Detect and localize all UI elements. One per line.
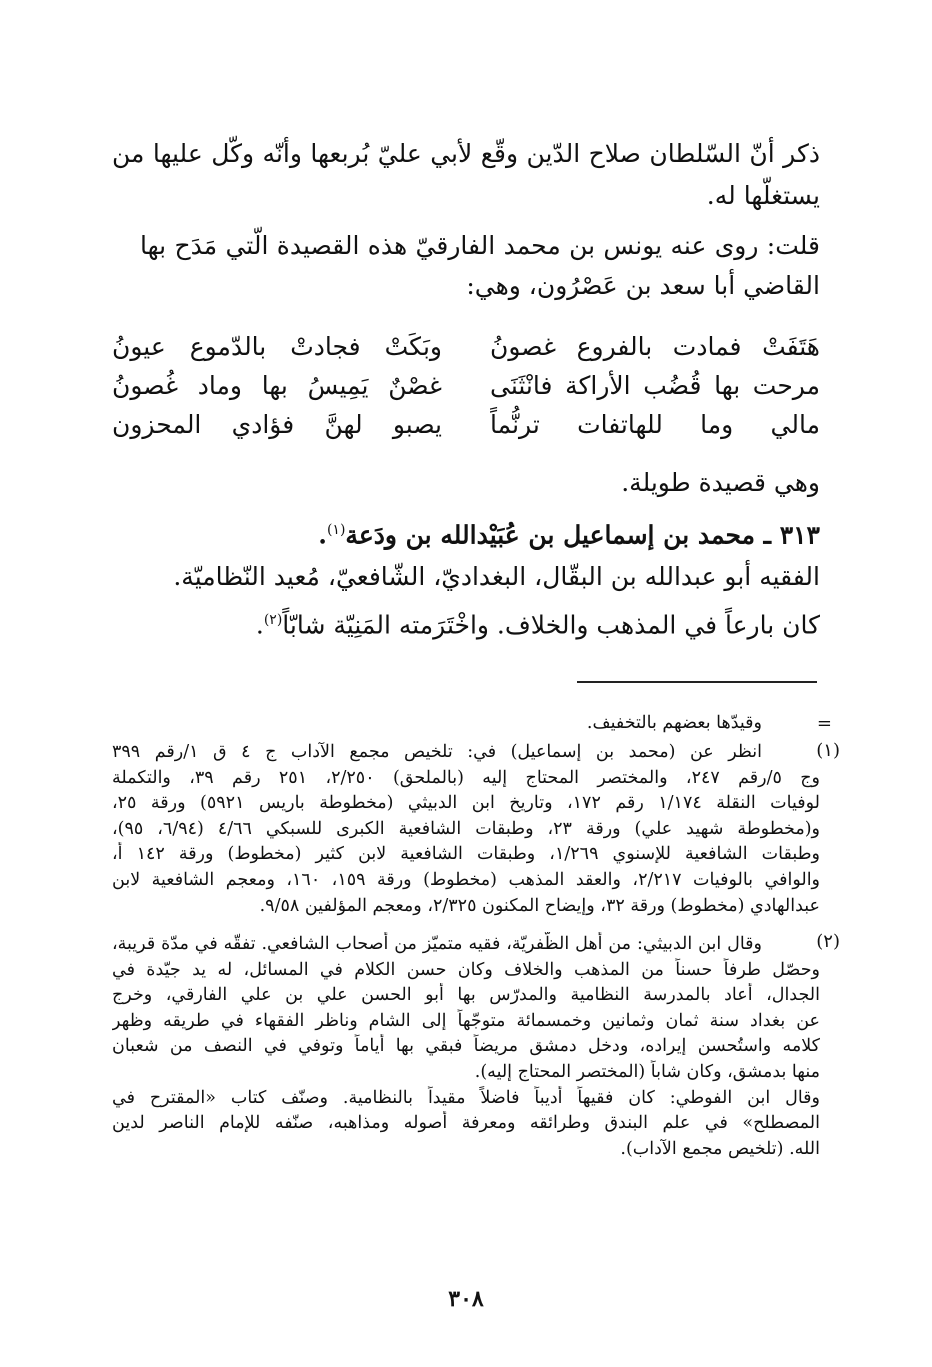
verse-2-first-hemistich: مرحت بها قُضُب الأراكة فانْثَنَى [490,371,820,400]
page-number: ٣٠٨ [448,1286,484,1312]
para1-line1: ذكر أنّ السّلطان صلاح الدّين وقّع لأبي عليّ بُربعها وأنّه وكّل عليها من [112,139,820,168]
entry-line2-end: . [255,610,264,640]
footnote-2-line-6: منها بدمشق، وكان شاباً (المختصر المحتاج إليه). [474,1062,820,1082]
footnote-1-line-2: وج ٥/رقم ٢٤٧، والمختصر المحتاج إليه (بالملحق) ٢/٢٥٠، ٢٥١ رقم ٣٩، والتكملة [112,767,820,788]
footnote-2-line-2: وحصّل طرفاً حسناً من المذهب والخلاف وكان حسن الكلام في المسائل، له يد جيّدة في [112,959,820,980]
footnote-2-line-4: عن بغداد سنة ثمان وثمانين وخمسمائة متوجّهاً إلى الشام وناظر الفقهاء في طريقه وظهر [112,1010,820,1031]
verse-3-second-hemistich: يصبو لهنَّ فؤادي المحزون [112,410,442,439]
footnote-1-line-6: والوافي بالوفيات ٢/٢١٧، والعقد المذهب (مخطوط) ورقة ١٥٩، ١٦٠، ومعجم الشافعية لابن [112,870,820,890]
footnote-2-line-5: كلامه واستُحسن إيراده، ودخل دمشق مريضاً فبقي بها أياماً وتوفي في النصف من شعبان [112,1036,820,1057]
entry-heading-text: ٣١٣ ـ محمد بن إسماعيل بن عُبَيْدالله بن ودَعة [345,520,820,550]
footnote-continuation-text: وقيدّها بعضهم بالتخفيف. [586,713,762,733]
footnote-1-line-4: و(مخطوطة شهيد علي) ورقة ٢٣، وطبقات الشافعية الكبرى للسبكي ٤/٦٦ (٦/٩٤، ٩٥)، [112,818,820,839]
entry-heading [112,510,820,555]
footnote-ref-1: (١) [326,522,346,538]
footnote-1-line-7: عبدالهادي (مخطوط) ورقة ٣٢، وإيضاح المكنون ٢/٣٢٥، ومعجم المؤلفين ٩/٥٨. [259,895,820,916]
footnote-2-line-9: الله. (تلخيص مجمع الآداب). [620,1138,820,1159]
footnote-2-line-7: وقال ابن الفوطي: كان فقيهاً أديباً فاضلاً مقيداً بالنظامية. وصنّف كتاب «المقترح في [112,1087,820,1108]
footnote-continuation-marker: = [816,713,832,734]
footnote-1-line-3: لوفيات النقلة ١/١٧٤ رقم ١٧٢، وتاريخ ابن الدبيثي (مخطوطة باريس ٥٩٢١) ورقة ٢٥، [112,793,820,814]
verse-3-first-hemistich: مالي وما للهاتفات ترنُّماً [490,410,820,439]
footnote-2-marker: (٢) [816,931,840,952]
footnote-2-line-1: وقال ابن الدبيثي: من أهل الظّفريّة، فقيه متميّز من أصحاب الشافعي. تفقّه في مدّة قريبة، [112,934,762,954]
verse-1-first-hemistich: هَتَفَتْ فمادت بالفروع غصونُ [490,332,820,361]
verse-1-second-hemistich: وبَكَتْ فجادتْ بالدّموع عيونُ [112,332,442,361]
footnote-separator [577,681,817,683]
footnote-1-marker: (١) [816,740,840,761]
footnote-1-line-5: وطبقات الشافعية للإسنوي ١/٢٦٩، وطبقات الشافعية لابن كثير (مخطوط) ورقة ١٤٢ أ، [112,844,820,865]
verse-2-second-hemistich: غصْنٌ يَمِيسُ بها وماد غُصونُ [112,371,442,400]
footnote-2-line-3: الجدال، أعاد بالمدرسة النظامية والمدرّس بها أبو الحسن علي بن علي الفارقي، وخرج [112,985,820,1006]
entry-heading-end: . [318,520,327,550]
after-verses-text: وهي قصيدة طويلة. [621,468,820,497]
entry-line2 [112,600,820,645]
para2-line2: القاضي أبا سعد بن عَصْرُون، وهي: [466,271,820,300]
footnote-ref-2: (٢) [263,612,283,628]
entry-line2-text: كان بارعاً في المذهب والخلاف. واخْتَرَمته المَنِيّة شابّاً [282,610,820,640]
para1-line2: يستغلّها له. [706,181,820,210]
entry-line1: الفقيه أبو عبدالله بن البقّال، البغداديّ، الشّافعيّ، مُعيد النّظاميّة. [173,562,820,591]
para2-line1: قلت: روى عنه يونس بن محمد الفارقيّ هذه القصيدة الّتي مَدَح بها [140,231,820,260]
footnote-1-line-1: انظر عن (محمد بن إسماعيل) في: تلخيص مجمع الآداب ج ٤ ق ١/رقم ٣٩٩ [112,742,762,762]
footnote-2-line-8: المصطلح» في علم البندق وطرائقه ومعرفة أصوله ومذاهبه، صنّفه للإمام الناصر لدين [112,1113,820,1134]
